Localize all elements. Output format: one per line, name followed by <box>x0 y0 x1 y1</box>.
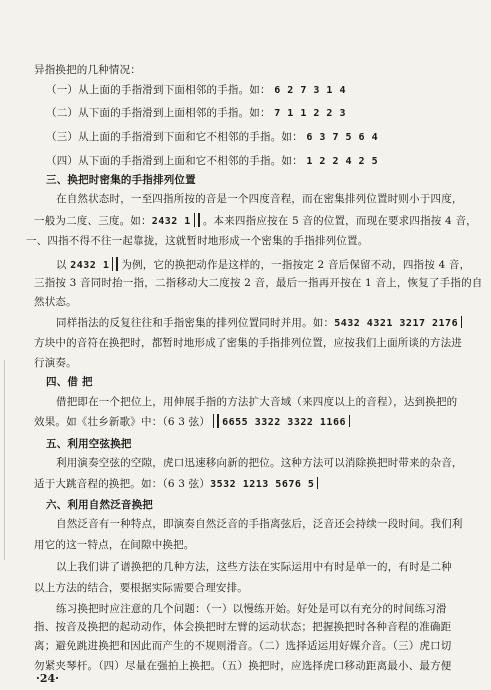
paragraph-line: 适于大跳音程的换把。如：（6 3 弦）3532 1213 5676 5 <box>0 477 321 492</box>
paragraph-line: 在自然状态时，一至四指所按的音是一个四度音程，而在密集排列位置时则小于四度， <box>56 193 463 205</box>
notation: 2432 1 <box>151 216 191 227</box>
paragraph-line: 以上我们讲了谱换把的几种方法，这些方法在实际运用中有时是单一的，有时是二种 <box>56 561 452 573</box>
notation: 6655 3322 3322 1166 <box>222 417 346 428</box>
double-barline <box>194 213 200 227</box>
paragraph-line: 以上方法的结合，要根据实际需要合理安排。 <box>34 582 248 594</box>
paragraph-line: 三指按 3 音同时抬一指，二指移动大二度按 2 音，最后一指再开按在 1 音上，恢复了手指的自 <box>34 277 483 289</box>
section-heading-3: 三、换把时密集的手指排列位置 <box>46 174 196 186</box>
section-heading-5: 五、利用空弦换把 <box>46 438 132 450</box>
case-2: （二）从下面的手指滑到上面相邻的手指。如： 7 1 1 2 2 3 <box>46 107 346 119</box>
paragraph-line: 利用演奏空弦的空隙，虎口迅速移向新的把位。这种方法可以消除换把时带来的杂音， <box>56 457 463 469</box>
double-barline <box>112 257 118 271</box>
paragraph-line: 自然泛音有一种特点，即演奏自然泛音的手指离弦后，泛音还会持续一段时间。我们利 <box>56 518 463 530</box>
paragraph-line: 练习换把时应注意的几个问题：（一）以慢练开始。好处是可以有充分的时间练习滑 <box>56 603 447 615</box>
section-heading-6: 六、利用自然泛音换把 <box>46 499 153 511</box>
notation: 1 2 2 4 2 5 <box>306 156 379 167</box>
paragraph-line: 方块中的音符在换把时，都暂时地形成了密集的手指排列位置，应按我们上面所谈的方法进 <box>34 337 462 349</box>
notation: 5432 4321 3217 2176 <box>334 318 459 329</box>
intro-line: 异指换把的几种情况： <box>34 64 141 76</box>
paragraph-line: 以 2432 1 为例，它的换把动作是这样的，一指按定 2 音后保留不动，四指按 4 音， <box>56 259 471 271</box>
section-heading-4: 四、借 把 <box>46 376 93 388</box>
notation: 7 1 1 2 2 3 <box>274 108 346 119</box>
paragraph-line: 指、按音及换把的起动动作，体会换把时左臂的运动状态；把握换把时各种音程的准确距 <box>34 621 452 633</box>
paragraph-line: 同样指法的反复往往和手指密集的排列位置同时并用。如：5432 4321 3217 2176 <box>0 316 465 331</box>
barline <box>461 316 462 328</box>
repeat-barline <box>213 414 219 428</box>
case-3: （三）从上面的手指滑到下面和它不相邻的手指。如： 6 3 7 5 6 4 <box>46 131 379 143</box>
case-1: （一）从上面的手指滑到下面相邻的手指。如： 6 2 7 3 1 4 <box>46 84 346 96</box>
notation: 6 2 7 3 1 4 <box>274 85 346 96</box>
paragraph-line: 一般为二度、三度。如：2432 1 。本来四指应按在 5 音的位置，而现在要求四指按 4 音， <box>34 215 477 227</box>
paragraph-line: 勿紧夹琴杆。（四）尽量在强拍上换把。（五）换把时，应选择虎口移动距离最小、最方便 <box>34 660 452 672</box>
paragraph-line: 行演奏。 <box>34 357 77 369</box>
case-4: （四）从下面的手指滑到上面和它不相邻的手指。如： 1 2 2 4 2 5 <box>46 155 379 167</box>
paragraph-line: 离；避免跳进换把和因此而产生的不规则滑音。（二）选择适运用好媒介音。（三）虎口切 <box>34 640 452 652</box>
notation: 6 3 7 5 6 4 <box>306 132 379 143</box>
page-number: ·24· <box>36 672 59 685</box>
notation: 2432 1 <box>70 260 110 271</box>
barline <box>317 477 318 489</box>
paragraph-line: 用它的这一特点，在间隙中换把。 <box>34 539 195 551</box>
paragraph-line: 然状态。 <box>34 296 77 308</box>
paragraph-line: 借把即在一个把位上，用伸展手指的方法扩大音域（来四度以上的音程），达到换把的 <box>56 396 458 408</box>
paragraph-line: 一、四指不得不往一起靠拢，这就暂时地形成一个密集的手指排列位置。 <box>26 235 369 247</box>
paragraph-line: 效果。如《壮乡新歌》中：（6 3 弦） 6655 3322 3322 1166 <box>0 414 353 430</box>
notation: 3532 1213 5676 5 <box>210 479 315 490</box>
barline <box>349 415 350 427</box>
